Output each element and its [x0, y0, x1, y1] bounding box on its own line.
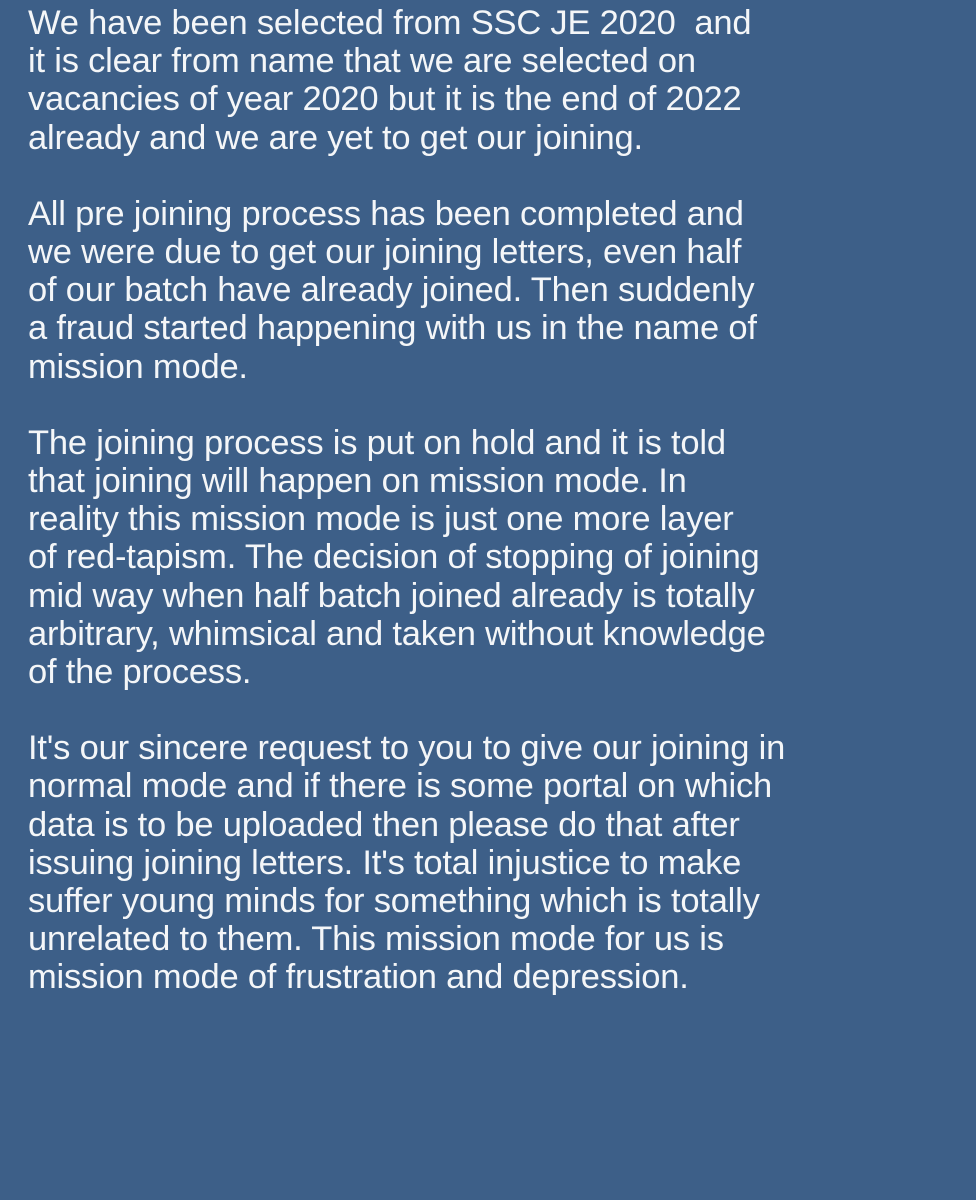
text-line: that joining will happen on mission mode. In — [28, 462, 687, 501]
text-line: All pre joining process has been completed and — [28, 194, 744, 233]
text-line: already and we are yet to get our joining. — [28, 118, 643, 157]
paragraph-gap — [28, 386, 958, 424]
text-line: normal mode and if there is some portal on which — [28, 767, 773, 806]
text-line: suffer young minds for something which is totally — [28, 882, 760, 921]
paragraph-4 — [28, 729, 958, 996]
text-line: reality this mission mode is just one more layer — [28, 500, 734, 539]
paragraph-gap — [28, 157, 958, 195]
text-line: of the process. — [28, 653, 252, 692]
paragraph-1 — [28, 4, 958, 157]
text-line: we were due to get our joining letters, even half — [28, 233, 742, 272]
text-line: a fraud started happening with us in the name of — [28, 309, 757, 348]
text-line: issuing joining letters. It's total injustice to make — [28, 843, 742, 882]
text-line: data is to be uploaded then please do that after — [28, 805, 740, 844]
text-line: mission mode. — [28, 347, 248, 386]
text-line: of our batch have already joined. Then suddenly — [28, 271, 755, 310]
text-line: mission mode of frustration and depression. — [28, 958, 689, 997]
paragraph-3 — [28, 424, 958, 691]
paragraph-2 — [28, 195, 958, 386]
text-line: it is clear from name that we are selected on — [28, 42, 696, 81]
text-line: It's our sincere request to you to give our joining in — [28, 729, 786, 768]
text-line: unrelated to them. This mission mode for us is — [28, 920, 724, 959]
letter-body — [28, 4, 958, 1196]
text-line: mid way when half batch joined already is totally — [28, 576, 755, 615]
text-line: arbitrary, whimsical and taken without knowledge — [28, 614, 766, 653]
paragraph-gap — [28, 691, 958, 729]
text-line: of red-tapism. The decision of stopping of joining — [28, 538, 760, 577]
text-line: The joining process is put on hold and it is told — [28, 423, 726, 462]
text-line: vacancies of year 2020 but it is the end of 2022 — [28, 80, 742, 119]
text-line: We have been selected from SSC JE 2020 and — [28, 4, 752, 42]
